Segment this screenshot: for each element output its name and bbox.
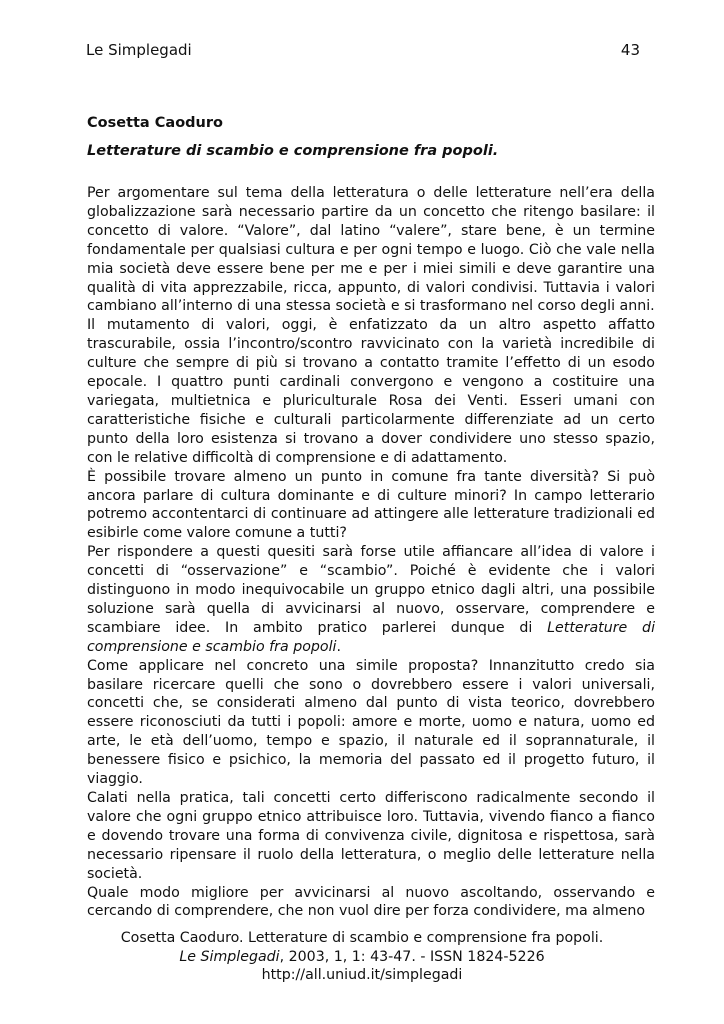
paragraph: Per argomentare sul tema della letteratura o delle letterature nell’era della globalizzazione sarà necessario partire da un concetto che ritengo basilare: il concetto di valore. “Valore”, dal latino “valere”, stare bene, è un termine fondamentale per qualsiasi cultura e per ogni tempo e luogo. Ciò che vale nella mia società deve essere bene per me e per i miei simili e deve garantire una qualità di vita apprezzabile, ricca, appunto, di valori condivisi. Tuttavia i valori cambiano all’interno di una stessa società e si trasformano nel corso degli anni. — [87, 185, 655, 315]
paragraph: Calati nella pratica, tali concetti certo differiscono radicalmente secondo il valore che ogni gruppo etnico attribuisce loro. Tuttavia, vivendo fianco a fianco e dovendo trovare una forma di convivenza civile, dignitosa e rispettosa, sarà necessario ripensare il ruolo della letteratura, o meglio delle letterature nella società. — [87, 790, 655, 882]
footer-issue-line — [60, 948, 664, 967]
article-body — [87, 184, 655, 921]
paragraph: Per rispondere a questi quesiti sarà forse utile affiancare all’idea di valore i concetti di “osservazione” e “scambio”. Poiché è evidente che i valori distinguono in modo inequivocabile un gruppo etnico dagli altri, una possibile soluzione sarà quella di avvicinarsi al nuovo, osservare, comprendere e scambiare idee. In ambito pratico parlerei dunque di Letterature di comprensione e scambio fra popoli. — [87, 544, 656, 655]
footer-journal-name: Le Simplegadi — [179, 948, 280, 965]
footer-issue: , 2003, 1, 1: 43-47. - ISSN 1824-5226 — [279, 948, 545, 965]
running-header — [86, 40, 640, 60]
page-footer — [60, 929, 664, 985]
paragraph: È possibile trovare almeno un punto in comune fra tante diversità? Si può ancora parlare di cultura dominante e di culture minori? In campo letterario potremo accontentarci di continuare ad attingere alle letterature tradizionali ed esibirle come valore comune a tutti? — [87, 468, 655, 542]
article-title: Letterature di scambio e comprensione fra popoli. — [87, 143, 499, 159]
article-author: Cosetta Caoduro — [87, 115, 223, 131]
paragraph: Quale modo migliore per avvicinarsi al nuovo ascoltando, osservando e cercando di comprendere, che non vuol dire per forza condividere, ma almeno — [87, 884, 655, 920]
footer-citation: Cosetta Caoduro. Letterature di scambio e comprensione fra popoli. — [120, 930, 604, 946]
page-number: 43 — [620, 41, 640, 59]
italic-phrase: Letterature di comprensione e scambio fra popoli — [87, 619, 656, 655]
footer-url: http://all.uniud.it/simplegadi — [261, 967, 463, 983]
paragraph: Il mutamento di valori, oggi, è enfatizzato da un altro aspetto affatto trascurabile, ossia l’incontro/scontro ravvicinato con la varietà incredibile di culture che sempre di più si trovano a contatto tramite l’effetto di un esodo epocale. I quattro punti cardinali convergono e vengono a costituire una variegata, multietnica e pluriculturale Rosa dei Venti. Esseri umani con caratteristiche fisiche e culturali particolarmente differenziate ad un certo punto della loro esistenza si trovano a dover condividere uno stesso spazio, con le relative difficoltà di comprensione e di adattamento. — [87, 317, 655, 466]
paragraph: Come applicare nel concreto una simile proposta? Innanzitutto credo sia basilare ricercare quelli che sono o dovrebbero essere i valori universali, concetti che, se considerati almeno dal punto di vista teorico, dovrebbero essere riconosciuti da tutti i popoli: amore e morte, uomo e natura, uomo ed arte, le età dell’uomo, tempo e spazio, il naturale ed il soprannaturale, il benessere fisico e psichico, la memoria del passato ed il progetto futuro, il viaggio. — [87, 657, 655, 788]
journal-name-header: Le Simplegadi — [86, 41, 192, 59]
